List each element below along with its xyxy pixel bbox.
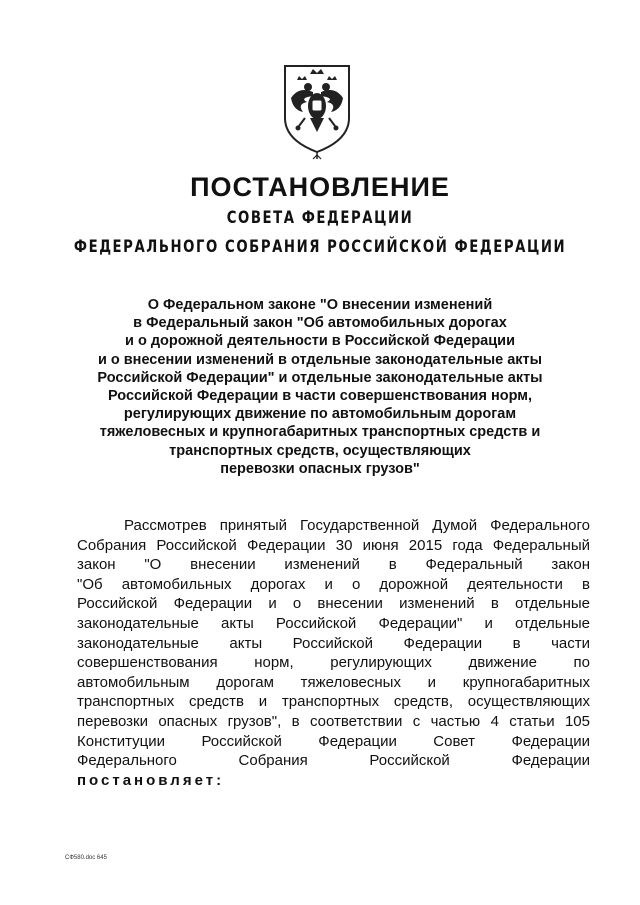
body-line: Российской Федерации и о внесении изменений в отдельные: [77, 595, 590, 613]
subject-line: О Федеральном законе "О внесении изменений: [147, 297, 493, 313]
issuer-line-1: СОВЕТА ФЕДЕРАЦИИ: [226, 208, 414, 228]
body-line: Федерального Собрания Российской Федерации: [77, 752, 590, 770]
body-line: автомобильным дорогам тяжеловесных и крупногабаритных: [77, 673, 590, 691]
subject-line: и о внесении изменений в отдельные законодательные акты: [97, 351, 543, 368]
subject-line: тяжеловесных и крупногабаритных транспортных средств и: [99, 424, 541, 441]
body-line: транспортных средств и транспортных средств, осуществляющих: [77, 693, 590, 711]
subject-line: Российской Федерации" и отдельные законодательные акты: [97, 369, 543, 386]
subject-line: в Федеральный закон "Об автомобильных дорогах: [133, 315, 507, 332]
body-line: Рассмотрев принятый Государственной Думой Федерального: [124, 517, 590, 534]
body-line: совершенствования норм, регулирующих движение по: [77, 654, 590, 672]
resolution-body: [77, 516, 590, 790]
subject-line: транспортных средств, осуществляющих: [169, 442, 471, 459]
resolution-subject: [60, 296, 580, 478]
body-line: перевозки опасных грузов", в соответствии с частью 4 статьи 105: [77, 712, 590, 730]
subject-line: перевозки опасных грузов": [220, 460, 420, 477]
body-line: Собрания Российской Федерации 30 июня 2015 года Федеральный: [77, 536, 590, 554]
subject-line: и о дорожной деятельности в Российской Федерации: [125, 333, 515, 350]
body-line: Конституции Российской Федерации Совет Федерации: [77, 732, 590, 750]
document-type-title: ПОСТАНОВЛЕНИЕ: [190, 172, 450, 202]
body-line: законодательные акты Российской Федерации в части: [77, 634, 590, 652]
resolves-keyword: постановляет:: [77, 771, 225, 789]
russian-coat-of-arms-icon: [277, 60, 357, 160]
body-line: закон "О внесении изменений в Федеральный закон: [77, 556, 590, 574]
body-line: "Об автомобильных дорогах и о дорожной деятельности в: [77, 575, 590, 593]
body-line: законодательные акты Российской Федерации" и отдельные: [77, 614, 590, 632]
subject-line: регулирующих движение по автомобильным дорогам: [123, 406, 517, 423]
subject-line: Российской Федерации в части совершенствования норм,: [108, 388, 532, 405]
issuer-line-2: ФЕДЕРАЛЬНОГО СОБРАНИЯ РОССИЙСКОЙ ФЕДЕРАЦИИ: [73, 237, 567, 257]
document-file-code: СФ580.doc 645: [65, 855, 107, 861]
